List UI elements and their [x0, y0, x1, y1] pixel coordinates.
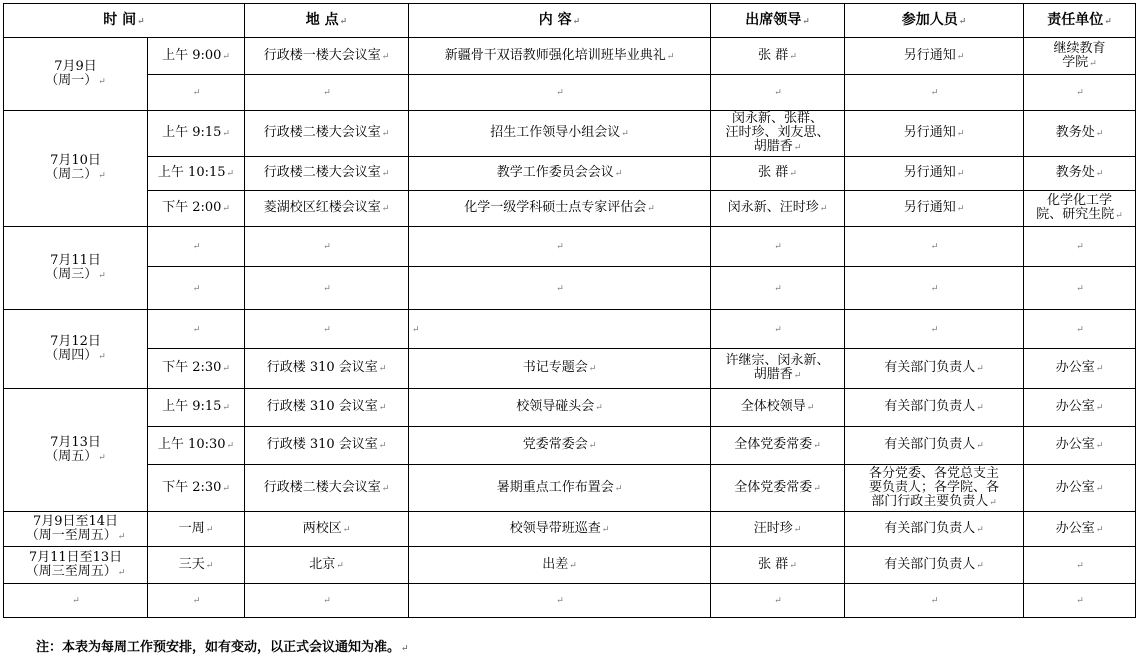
- attendees-cell: ↵: [845, 75, 1024, 111]
- content-cell: 招生工作领导小组会议↵: [409, 111, 711, 157]
- leader-cell: 全体校领导↵: [711, 389, 845, 427]
- unit-cell: ↵: [1024, 584, 1136, 618]
- table-row: [4, 465, 1136, 512]
- time-cell: 一周↵: [148, 512, 245, 547]
- unit-cell: ↵: [1024, 227, 1136, 267]
- attendees-cell: 有关部门负责人↵: [845, 547, 1024, 584]
- leader-cell: ↵: [711, 310, 845, 349]
- leader-cell: ↵: [711, 227, 845, 267]
- unit-cell: ↵: [1024, 267, 1136, 310]
- content-cell: 党委常委会↵: [409, 427, 711, 465]
- leader-cell: 许继宗、闵永新、 胡腊香↵: [711, 349, 845, 389]
- table-row: [4, 111, 1136, 157]
- unit-cell: 办公室↵: [1024, 427, 1136, 465]
- header-unit: 责任单位↵: [1024, 4, 1136, 38]
- header-attendees: 参加人员↵: [845, 4, 1024, 38]
- unit-cell: ↵: [1024, 547, 1136, 584]
- unit-cell: 办公室↵: [1024, 349, 1136, 389]
- place-cell: 行政楼 310 会议室↵: [245, 349, 409, 389]
- date-cell: 7月12日 （周四）↵: [4, 310, 148, 389]
- time-cell: ↵: [148, 584, 245, 618]
- leader-cell: 张 群↵: [711, 547, 845, 584]
- leader-cell: ↵: [711, 584, 845, 618]
- leader-cell: 汪时珍↵: [711, 512, 845, 547]
- place-cell: ↵: [245, 584, 409, 618]
- unit-cell: 继续教育 学院↵: [1024, 38, 1136, 75]
- place-cell: 行政楼二楼大会议室↵: [245, 465, 409, 512]
- leader-cell: ↵: [711, 267, 845, 310]
- attendees-cell: ↵: [845, 584, 1024, 618]
- table-row: [4, 547, 1136, 584]
- place-cell: 行政楼 310 会议室↵: [245, 389, 409, 427]
- attendees-cell: 有关部门负责人↵: [845, 349, 1024, 389]
- leader-cell: 张 群↵: [711, 157, 845, 191]
- place-cell: 行政楼 310 会议室↵: [245, 427, 409, 465]
- attendees-cell: 各分党委、各党总支主 要负责人；各学院、各 部门行政主要负责人↵: [845, 465, 1024, 512]
- time-cell: 上午 10:30↵: [148, 427, 245, 465]
- content-cell: ↵: [409, 227, 711, 267]
- content-cell: 暑期重点工作布置会↵: [409, 465, 711, 512]
- attendees-cell: 有关部门负责人↵: [845, 389, 1024, 427]
- table-row: [4, 75, 1136, 111]
- place-cell: 行政楼二楼大会议室↵: [245, 111, 409, 157]
- time-cell: ↵: [148, 227, 245, 267]
- content-cell: ↵: [409, 310, 711, 349]
- unit-cell: ↵: [1024, 75, 1136, 111]
- place-cell: 两校区↵: [245, 512, 409, 547]
- header-row: [4, 4, 1136, 38]
- content-cell: 新疆骨干双语教师强化培训班毕业典礼↵: [409, 38, 711, 75]
- content-cell: 书记专题会↵: [409, 349, 711, 389]
- leader-cell: 全体党委常委↵: [711, 427, 845, 465]
- table-row: [4, 191, 1136, 227]
- header-leader: 出席领导↵: [711, 4, 845, 38]
- time-cell: 上午 9:15↵: [148, 389, 245, 427]
- time-cell: 上午 9:00↵: [148, 38, 245, 75]
- unit-cell: 教务处↵: [1024, 157, 1136, 191]
- attendees-cell: ↵: [845, 310, 1024, 349]
- content-cell: 校领导带班巡查↵: [409, 512, 711, 547]
- content-cell: 化学一级学科硕士点专家评估会↵: [409, 191, 711, 227]
- attendees-cell: 另行通知↵: [845, 191, 1024, 227]
- attendees-cell: 有关部门负责人↵: [845, 512, 1024, 547]
- table-row: [4, 157, 1136, 191]
- header-time: 时 间↵: [4, 4, 245, 38]
- time-cell: 下午 2:30↵: [148, 465, 245, 512]
- leader-cell: 闵永新、汪时珍↵: [711, 191, 845, 227]
- date-cell: 7月9日 （周一）↵: [4, 38, 148, 111]
- table-row: [4, 227, 1136, 267]
- content-cell: 出差↵: [409, 547, 711, 584]
- unit-cell: 办公室↵: [1024, 465, 1136, 512]
- table-row: [4, 427, 1136, 465]
- unit-cell: ↵: [1024, 310, 1136, 349]
- place-cell: ↵: [245, 310, 409, 349]
- unit-cell: 办公室↵: [1024, 389, 1136, 427]
- place-cell: ↵: [245, 267, 409, 310]
- table-row: [4, 349, 1136, 389]
- time-cell: ↵: [148, 267, 245, 310]
- place-cell: ↵: [245, 227, 409, 267]
- unit-cell: 化学化工学 院、研究生院↵: [1024, 191, 1136, 227]
- time-cell: ↵: [148, 75, 245, 111]
- time-cell: 上午 9:15↵: [148, 111, 245, 157]
- place-cell: 行政楼一楼大会议室↵: [245, 38, 409, 75]
- attendees-cell: ↵: [845, 227, 1024, 267]
- table-row: [4, 389, 1136, 427]
- content-cell: ↵: [409, 584, 711, 618]
- attendees-cell: 另行通知↵: [845, 38, 1024, 75]
- table-row: [4, 584, 1136, 618]
- footnote: 注：本表为每周工作预安排，如有变动，以正式会议通知为准。↵: [36, 640, 409, 655]
- attendees-cell: ↵: [845, 267, 1024, 310]
- leader-cell: 闵永新、张群、 汪时珍、刘友思、 胡腊香↵: [711, 111, 845, 157]
- time-cell: 下午 2:30↵: [148, 349, 245, 389]
- leader-cell: 张 群↵: [711, 38, 845, 75]
- date-cell: 7月9日至14日 （周一至周五）↵: [4, 512, 148, 547]
- content-cell: ↵: [409, 75, 711, 111]
- unit-cell: 教务处↵: [1024, 111, 1136, 157]
- content-cell: ↵: [409, 267, 711, 310]
- attendees-cell: 另行通知↵: [845, 111, 1024, 157]
- date-cell: 7月13日 （周五）↵: [4, 389, 148, 512]
- content-cell: 教学工作委员会会议↵: [409, 157, 711, 191]
- date-cell: 7月10日 （周二）↵: [4, 111, 148, 227]
- place-cell: 菱湖校区红楼会议室↵: [245, 191, 409, 227]
- table-row: [4, 38, 1136, 75]
- unit-cell: 办公室↵: [1024, 512, 1136, 547]
- place-cell: 北京↵: [245, 547, 409, 584]
- leader-cell: 全体党委常委↵: [711, 465, 845, 512]
- table-row: [4, 267, 1136, 310]
- header-content: 内 容↵: [409, 4, 711, 38]
- date-cell: ↵: [4, 584, 148, 618]
- date-cell: 7月11日至13日 （周三至周五）↵: [4, 547, 148, 584]
- date-cell: 7月11日 （周三）↵: [4, 227, 148, 310]
- time-cell: 三天↵: [148, 547, 245, 584]
- time-cell: ↵: [148, 310, 245, 349]
- attendees-cell: 有关部门负责人↵: [845, 427, 1024, 465]
- attendees-cell: 另行通知↵: [845, 157, 1024, 191]
- header-place: 地 点↵: [245, 4, 409, 38]
- time-cell: 下午 2:00↵: [148, 191, 245, 227]
- content-cell: 校领导碰头会↵: [409, 389, 711, 427]
- table-row: [4, 310, 1136, 349]
- time-cell: 上午 10:15↵: [148, 157, 245, 191]
- place-cell: ↵: [245, 75, 409, 111]
- table-row: [4, 512, 1136, 547]
- schedule-table: [3, 3, 1136, 618]
- place-cell: 行政楼二楼大会议室↵: [245, 157, 409, 191]
- leader-cell: ↵: [711, 75, 845, 111]
